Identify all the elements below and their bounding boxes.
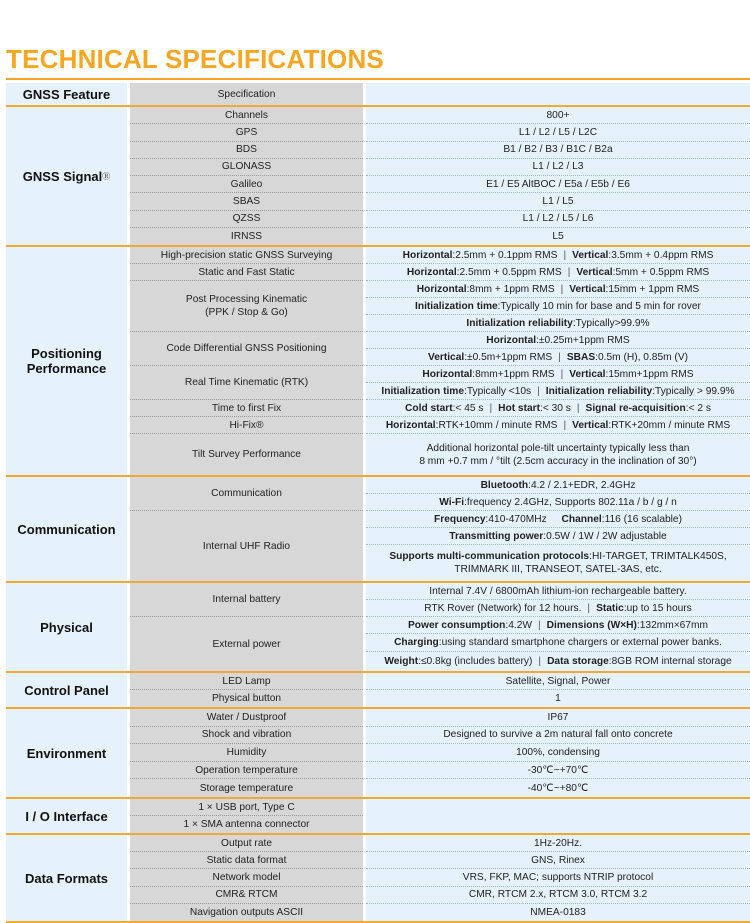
spec-table [6, 83, 750, 923]
spec-name: SBAS [130, 193, 363, 210]
spec-name: 1 × USB port, Type C [130, 799, 363, 816]
spec-value-key: Charging [394, 637, 439, 648]
spec-name: Output rate [130, 835, 363, 852]
spec-name: GLONASS [130, 159, 363, 176]
section-label-text: Control Panel [24, 682, 109, 698]
spec-name: CMR& RTCM [130, 887, 363, 904]
spec-value-key: Data storage [547, 656, 609, 667]
spec-value-key: Weight [384, 656, 419, 667]
spec-name: Post Processing Kinematic (PPK / Stop & Go) [130, 281, 363, 332]
spec-value: 1Hz-20Hz. [366, 835, 750, 852]
separator: | [567, 266, 571, 278]
spec-value: Power consumption:4.2W | Dimensions (W×H):132mm×67mm [366, 617, 750, 634]
spec-value [366, 799, 750, 833]
spec-value-key: Dimensions (W×H) [546, 619, 637, 631]
section-data-formats [6, 835, 750, 923]
separator: | [563, 249, 567, 261]
spec-value-key: Transmitting power [449, 530, 544, 542]
spec-value: Horizontal:8mm + 1ppm RMS | Vertical:15mm + 1ppm RMS [366, 281, 750, 298]
spec-value: L5 [552, 230, 564, 242]
section-gnss-feature [6, 83, 750, 107]
spec-value: Weight:≤0.8kg (includes battery) | Data storage:8GB ROM internal storage [384, 656, 732, 667]
section-label [6, 477, 130, 581]
spec-values-column [366, 835, 750, 921]
spec-value: NMEA-0183 [530, 906, 586, 918]
spec-value-key: Power consumption [408, 619, 506, 631]
spec-name: Storage temperature [199, 782, 294, 794]
spec-value: RTK Rover (Network) for 12 hours. | Static:up to 15 hours [366, 600, 750, 617]
spec-value: Additional horizontal pole-tilt uncertainty typically less than 8 mm +0.7 mm / °tilt (2.5cm accuracy in the inclination of 30°) [419, 442, 697, 467]
spec-value-key: Horizontal [406, 266, 457, 278]
spec-name: Network model [130, 869, 363, 886]
section-environment [6, 709, 750, 799]
section-label [6, 835, 130, 921]
spec-names-column [130, 477, 366, 581]
spec-value-key: Vertical [576, 266, 613, 278]
spec-value: Horizontal:2.5mm + 0.5ppm RMS | Vertical:5mm + 0.5ppm RMS [366, 264, 750, 281]
separator [547, 514, 562, 525]
spec-names-column [130, 799, 366, 833]
spec-value: L1 / L2 / L5 / L2C [366, 124, 750, 141]
spec-name: Physical button [211, 693, 282, 704]
section-label [6, 709, 130, 797]
spec-names-column [130, 83, 366, 105]
spec-name: Code Differential GNSS Positioning [130, 332, 363, 366]
separator: | [537, 385, 540, 397]
spec-value: Initialization time:Typically <10s | Initialization reliability:Typically > 99.9% [366, 383, 750, 400]
spec-value-key: Cold start [405, 402, 453, 414]
spec-value-key: Initialization time [381, 385, 465, 397]
spec-value: L1 / L2 / L3 [366, 159, 750, 176]
spec-value-key: Static [596, 602, 624, 614]
spec-names-column [130, 835, 366, 921]
spec-value: Horizontal:±0.25m+1ppm RMS [366, 332, 750, 349]
spec-value-key: Vertical [572, 419, 609, 431]
section-label [6, 799, 130, 833]
spec-value-key: Horizontal [402, 249, 453, 261]
spec-name: GPS [130, 124, 363, 141]
section-label [6, 247, 130, 475]
spec-name: External power [212, 638, 281, 650]
separator: | [558, 351, 561, 363]
spec-value-key: SBAS [566, 351, 596, 363]
spec-name: IRNSS [230, 230, 263, 242]
spec-value: IP67 [366, 709, 750, 727]
spec-name: Channels [130, 107, 363, 124]
spec-names-column [130, 583, 366, 671]
spec-names-column [130, 107, 366, 245]
spec-value: -40℃~+80℃ [527, 782, 589, 794]
spec-values-column [366, 709, 750, 797]
spec-name: Static and Fast Static [130, 264, 363, 281]
spec-values-column [366, 673, 750, 707]
spec-name: Specification [217, 88, 276, 100]
spec-value: Horizontal:RTK+10mm / minute RMS | Vertical:RTK+20mm / minute RMS [366, 417, 750, 434]
spec-value: Charging:using standard smartphone chargers or external power banks. [366, 634, 750, 652]
section-gnss-signal [6, 107, 750, 247]
spec-value: Initialization reliability:Typically>99.9% [366, 315, 750, 332]
spec-value: L1 / L2 / L5 / L6 [366, 211, 750, 228]
spec-value-key: Initialization reliability [545, 385, 653, 397]
registered-mark: Ⓡ [102, 171, 111, 181]
spec-value: VRS, FKP, MAC; supports NTRIP protocol [366, 869, 750, 886]
separator: | [489, 402, 493, 414]
separator: | [563, 419, 567, 431]
section-label-text: Environment [26, 745, 107, 761]
section-label-text: I / O Interface [25, 808, 108, 824]
section-i-o-interface [6, 799, 750, 835]
spec-value-key: Hot start [498, 402, 541, 414]
spec-values-column [366, 247, 750, 475]
spec-name: Water / Dustproof [130, 709, 363, 727]
spec-value-key: Supports multi-communication protocols [389, 551, 590, 562]
spec-value: Vertical:±0.5m+1ppm RMS | SBAS:0.5m (H), 0.85m (V) [366, 349, 750, 366]
spec-name: LED Lamp [130, 673, 363, 690]
section-physical [6, 583, 750, 673]
spec-value: Bluetooth:4.2 / 2.1+EDR, 2.4GHz [366, 477, 750, 494]
spec-values-column [366, 799, 750, 833]
separator: | [537, 619, 541, 631]
spec-value-key: Horizontal [416, 283, 467, 295]
separator: | [576, 402, 580, 414]
spec-values-column [366, 477, 750, 581]
spec-name: Operation temperature [130, 762, 363, 780]
spec-value-key: Vertical [427, 351, 465, 363]
spec-value: -30℃~+70℃ [366, 762, 750, 780]
spec-values-column [366, 107, 750, 245]
title-underline [6, 78, 750, 80]
separator: | [560, 368, 564, 380]
spec-value: CMR, RTCM 2.x, RTCM 3.0, RTCM 3.2 [366, 887, 750, 904]
spec-name: Hi-Fix® [130, 417, 363, 434]
spec-value: L1 / L5 [366, 193, 750, 210]
spec-value: B1 / B2 / B3 / B1C / B2a [366, 142, 750, 159]
spec-value-key: Vertical [569, 283, 606, 295]
spec-name: Real Time Kinematic (RTK) [130, 366, 363, 400]
spec-name: Communication [130, 477, 363, 511]
spec-value: E1 / E5 AltBOC / E5a / E5b / E6 [366, 176, 750, 193]
spec-value-key: Horizontal [385, 419, 436, 431]
section-label [6, 583, 130, 671]
spec-values-column [366, 83, 750, 105]
spec-value: Initialization time:Typically 10 min for base and 5 min for rover [366, 298, 750, 315]
spec-names-column [130, 247, 366, 475]
section-label-text: Communication [17, 521, 116, 537]
separator: | [538, 656, 542, 667]
section-positioning-performance [6, 247, 750, 477]
spec-name: Humidity [130, 744, 363, 762]
section-label-text: Data Formats [24, 870, 109, 886]
spec-name: Time to first Fix [130, 400, 363, 417]
spec-names-column [130, 709, 366, 797]
spec-value: Designed to survive a 2m natural fall onto concrete [366, 727, 750, 745]
section-control-panel [6, 673, 750, 709]
spec-name: QZSS [130, 211, 363, 228]
spec-name: Navigation outputs ASCII [189, 906, 304, 918]
spec-name: Tilt Survey Performance [192, 449, 301, 460]
spec-value: Internal 7.4V / 6800mAh lithium-ion rechargeable battery. [366, 583, 750, 600]
spec-value-key: Wi-Fi [439, 496, 465, 508]
spec-value: Horizontal:8mm+1ppm RMS | Vertical:15mm+1ppm RMS [366, 366, 750, 383]
spec-value-key: Initialization reliability [466, 317, 573, 329]
spec-value: Frequency:410-470MHz Channel:116 (16 scalable) [366, 511, 750, 528]
spec-value-key: Bluetooth [480, 479, 529, 491]
spec-name: Static data format [130, 852, 363, 869]
spec-name: Internal UHF Radio [202, 540, 291, 552]
separator: | [560, 283, 564, 295]
spec-value: 800+ [366, 107, 750, 124]
spec-names-column [130, 673, 366, 707]
spec-value: GNS, Rinex [366, 852, 750, 869]
section-label [6, 107, 130, 245]
spec-value-key: Vertical [569, 368, 606, 380]
spec-name: BDS [130, 142, 363, 159]
spec-value-key: Frequency [434, 513, 486, 525]
spec-value: 100%, condensing [366, 744, 750, 762]
separator: | [587, 602, 591, 614]
spec-value: Wi-Fi:frequency 2.4GHz, Supports 802.11a / b / g / n [366, 494, 750, 511]
section-label [6, 83, 130, 105]
spec-value: Supports multi-communication protocols:HI-TARGET, TRIMTALK450S, TRIMMARK III, TRANSEOT, SATEL-3AS, etc. [389, 551, 727, 575]
spec-value: Cold start:< 45 s | Hot start:< 30 s | Signal re-acquisition:< 2 s [366, 400, 750, 417]
spec-name: Shock and vibration [130, 727, 363, 745]
spec-name: High-precision static GNSS Surveying [130, 247, 363, 264]
spec-value-key: Channel [561, 513, 602, 525]
section-label-text: GNSS Feature [22, 86, 111, 102]
spec-values-column [366, 583, 750, 671]
section-label [6, 673, 130, 707]
spec-value [366, 83, 750, 105]
spec-value-key: Initialization time [415, 300, 498, 312]
spec-value: Horizontal:2.5mm + 0.1ppm RMS | Vertical:3.5mm + 0.4ppm RMS [366, 247, 750, 264]
spec-name: 1 × SMA antenna connector [183, 819, 310, 830]
spec-value-key: Horizontal [486, 334, 537, 346]
section-communication [6, 477, 750, 583]
section-label-text: Physical [40, 619, 93, 635]
spec-value: Satellite, Signal, Power [366, 673, 750, 690]
spec-name: Internal battery [130, 583, 363, 617]
spec-value-key: Horizontal [422, 368, 473, 380]
spec-name: Galileo [130, 176, 363, 193]
spec-value-key: Signal re-acquisition [585, 402, 686, 414]
section-label-text: GNSS Signal [22, 168, 103, 184]
spec-value: 1 [555, 693, 561, 704]
spec-value: Transmitting power:0.5W / 1W / 2W adjustable [366, 528, 750, 545]
page-title: TECHNICAL SPECIFICATIONS [6, 44, 384, 74]
spec-value-key: Vertical [572, 249, 609, 261]
section-label-text: Positioning Performance [26, 346, 107, 376]
